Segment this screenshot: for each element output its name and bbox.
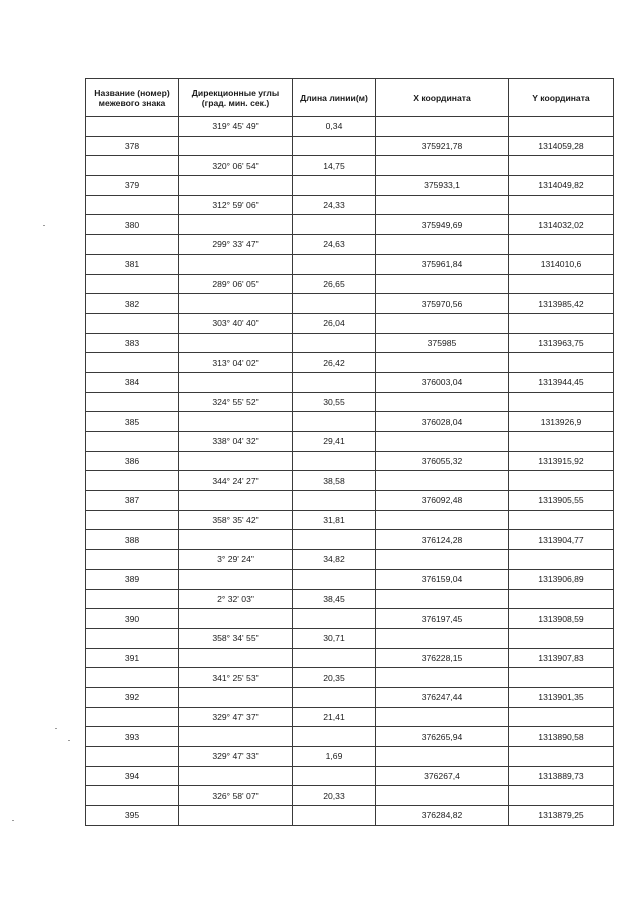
point-length-cell	[293, 687, 376, 707]
point-angle-cell	[179, 530, 293, 550]
point-angle-cell	[179, 648, 293, 668]
x-coordinate-cell: 376284,82	[376, 806, 509, 826]
segment-name-cell	[86, 668, 179, 688]
line-length-cell: 34,82	[293, 550, 376, 570]
segment-y-cell	[509, 589, 614, 609]
mark-name-cell: 390	[86, 609, 179, 629]
segment-name-cell	[86, 550, 179, 570]
y-coordinate-cell: 1313901,35	[509, 687, 614, 707]
direction-angle-cell: 3° 29' 24"	[179, 550, 293, 570]
point-row	[86, 727, 614, 747]
segment-row	[86, 235, 614, 255]
y-coordinate-cell: 1313905,55	[509, 491, 614, 511]
mark-name-cell: 384	[86, 372, 179, 392]
segment-y-cell	[509, 786, 614, 806]
segment-name-cell	[86, 628, 179, 648]
point-angle-cell	[179, 412, 293, 432]
point-angle-cell	[179, 687, 293, 707]
point-row	[86, 609, 614, 629]
x-coordinate-cell: 376055,32	[376, 451, 509, 471]
segment-x-cell	[376, 628, 509, 648]
segment-row	[86, 510, 614, 530]
point-length-cell	[293, 727, 376, 747]
point-angle-cell	[179, 215, 293, 235]
segment-x-cell	[376, 195, 509, 215]
point-row	[86, 176, 614, 196]
segment-x-cell	[376, 707, 509, 727]
line-length-cell: 38,45	[293, 589, 376, 609]
segment-y-cell	[509, 707, 614, 727]
x-coordinate-cell: 376003,04	[376, 372, 509, 392]
segment-y-cell	[509, 392, 614, 412]
x-coordinate-cell: 376124,28	[376, 530, 509, 550]
direction-angle-cell: 320° 06' 54"	[179, 156, 293, 176]
line-length-cell: 20,35	[293, 668, 376, 688]
x-coordinate-cell: 376265,94	[376, 727, 509, 747]
y-coordinate-cell: 1314059,28	[509, 136, 614, 156]
y-coordinate-cell: 1313915,92	[509, 451, 614, 471]
point-length-cell	[293, 215, 376, 235]
line-length-cell: 30,71	[293, 628, 376, 648]
point-length-cell	[293, 648, 376, 668]
segment-row	[86, 471, 614, 491]
point-length-cell	[293, 412, 376, 432]
x-coordinate-cell: 376228,15	[376, 648, 509, 668]
point-row	[86, 294, 614, 314]
point-angle-cell	[179, 727, 293, 747]
point-length-cell	[293, 766, 376, 786]
segment-row	[86, 117, 614, 137]
direction-angle-cell: 341° 25' 53"	[179, 668, 293, 688]
y-coordinate-cell: 1313890,58	[509, 727, 614, 747]
segment-x-cell	[376, 510, 509, 530]
direction-angle-cell: 299° 33' 47"	[179, 235, 293, 255]
segment-row	[86, 313, 614, 333]
segment-x-cell	[376, 117, 509, 137]
scan-speck	[12, 820, 14, 821]
mark-name-cell: 392	[86, 687, 179, 707]
segment-name-cell	[86, 353, 179, 373]
y-coordinate-cell: 1314049,82	[509, 176, 614, 196]
scan-speck	[43, 225, 45, 226]
segment-x-cell	[376, 589, 509, 609]
line-length-cell: 0,34	[293, 117, 376, 137]
segment-x-cell	[376, 353, 509, 373]
x-coordinate-cell: 376092,48	[376, 491, 509, 511]
y-coordinate-cell: 1313908,59	[509, 609, 614, 629]
point-angle-cell	[179, 569, 293, 589]
segment-y-cell	[509, 274, 614, 294]
x-coordinate-cell: 376159,04	[376, 569, 509, 589]
segment-row	[86, 353, 614, 373]
point-row	[86, 451, 614, 471]
mark-name-cell: 385	[86, 412, 179, 432]
direction-angle-cell: 326° 58' 07"	[179, 786, 293, 806]
y-coordinate-cell: 1313889,73	[509, 766, 614, 786]
line-length-cell: 20,33	[293, 786, 376, 806]
y-coordinate-cell: 1313907,83	[509, 648, 614, 668]
direction-angle-cell: 289° 06' 05"	[179, 274, 293, 294]
segment-row	[86, 195, 614, 215]
point-angle-cell	[179, 372, 293, 392]
segment-x-cell	[376, 313, 509, 333]
point-angle-cell	[179, 136, 293, 156]
segment-y-cell	[509, 668, 614, 688]
segment-y-cell	[509, 117, 614, 137]
segment-y-cell	[509, 550, 614, 570]
x-coordinate-cell: 376267,4	[376, 766, 509, 786]
y-coordinate-cell: 1313904,77	[509, 530, 614, 550]
header-length: Длина линии(м)	[293, 79, 376, 117]
mark-name-cell: 379	[86, 176, 179, 196]
segment-name-cell	[86, 786, 179, 806]
point-length-cell	[293, 806, 376, 826]
header-angle: Дирекционные углы (град. мин. сек.)	[179, 79, 293, 117]
segment-x-cell	[376, 235, 509, 255]
line-length-cell: 21,41	[293, 707, 376, 727]
line-length-cell: 24,33	[293, 195, 376, 215]
y-coordinate-cell: 1313963,75	[509, 333, 614, 353]
segment-row	[86, 432, 614, 452]
point-length-cell	[293, 491, 376, 511]
segment-x-cell	[376, 668, 509, 688]
segment-y-cell	[509, 747, 614, 767]
y-coordinate-cell: 1313879,25	[509, 806, 614, 826]
line-length-cell: 29,41	[293, 432, 376, 452]
point-length-cell	[293, 176, 376, 196]
segment-row	[86, 550, 614, 570]
segment-row	[86, 668, 614, 688]
segment-y-cell	[509, 471, 614, 491]
line-length-cell: 1,69	[293, 747, 376, 767]
direction-angle-cell: 313° 04' 02"	[179, 353, 293, 373]
mark-name-cell: 382	[86, 294, 179, 314]
segment-name-cell	[86, 235, 179, 255]
header-y: Y координата	[509, 79, 614, 117]
direction-angle-cell: 344° 24' 27"	[179, 471, 293, 491]
point-length-cell	[293, 609, 376, 629]
point-angle-cell	[179, 766, 293, 786]
point-row	[86, 687, 614, 707]
direction-angle-cell: 358° 35' 42"	[179, 510, 293, 530]
scan-speck	[68, 740, 70, 741]
segment-x-cell	[376, 432, 509, 452]
segment-row	[86, 786, 614, 806]
segment-y-cell	[509, 510, 614, 530]
mark-name-cell: 378	[86, 136, 179, 156]
segment-name-cell	[86, 313, 179, 333]
point-length-cell	[293, 333, 376, 353]
mark-name-cell: 388	[86, 530, 179, 550]
line-length-cell: 26,42	[293, 353, 376, 373]
direction-angle-cell: 319° 45' 49"	[179, 117, 293, 137]
segment-x-cell	[376, 786, 509, 806]
mark-name-cell: 394	[86, 766, 179, 786]
segment-x-cell	[376, 392, 509, 412]
segment-name-cell	[86, 432, 179, 452]
segment-name-cell	[86, 392, 179, 412]
segment-row	[86, 707, 614, 727]
mark-name-cell: 389	[86, 569, 179, 589]
segment-row	[86, 628, 614, 648]
point-angle-cell	[179, 451, 293, 471]
point-angle-cell	[179, 491, 293, 511]
segment-row	[86, 589, 614, 609]
direction-angle-cell: 338° 04' 32"	[179, 432, 293, 452]
point-angle-cell	[179, 333, 293, 353]
point-length-cell	[293, 254, 376, 274]
x-coordinate-cell: 375985	[376, 333, 509, 353]
mark-name-cell: 380	[86, 215, 179, 235]
segment-name-cell	[86, 707, 179, 727]
x-coordinate-cell: 376028,04	[376, 412, 509, 432]
segment-name-cell	[86, 117, 179, 137]
x-coordinate-cell: 375949,69	[376, 215, 509, 235]
segment-name-cell	[86, 274, 179, 294]
segment-name-cell	[86, 510, 179, 530]
direction-angle-cell: 329° 47' 37"	[179, 707, 293, 727]
segment-x-cell	[376, 471, 509, 491]
segment-y-cell	[509, 313, 614, 333]
segment-x-cell	[376, 747, 509, 767]
segment-y-cell	[509, 432, 614, 452]
x-coordinate-cell: 376197,45	[376, 609, 509, 629]
y-coordinate-cell: 1314010,6	[509, 254, 614, 274]
point-row	[86, 766, 614, 786]
point-row	[86, 806, 614, 826]
point-row	[86, 136, 614, 156]
segment-name-cell	[86, 195, 179, 215]
direction-angle-cell: 329° 47' 33"	[179, 747, 293, 767]
point-row	[86, 215, 614, 235]
line-length-cell: 30,55	[293, 392, 376, 412]
point-row	[86, 491, 614, 511]
y-coordinate-cell: 1313906,89	[509, 569, 614, 589]
point-length-cell	[293, 294, 376, 314]
segment-y-cell	[509, 195, 614, 215]
y-coordinate-cell: 1313944,45	[509, 372, 614, 392]
direction-angle-cell: 324° 55' 52"	[179, 392, 293, 412]
mark-name-cell: 393	[86, 727, 179, 747]
mark-name-cell: 391	[86, 648, 179, 668]
line-length-cell: 26,65	[293, 274, 376, 294]
x-coordinate-cell: 375933,1	[376, 176, 509, 196]
segment-y-cell	[509, 628, 614, 648]
point-row	[86, 648, 614, 668]
segment-name-cell	[86, 471, 179, 491]
segment-x-cell	[376, 550, 509, 570]
point-row	[86, 372, 614, 392]
y-coordinate-cell: 1314032,02	[509, 215, 614, 235]
point-length-cell	[293, 372, 376, 392]
point-angle-cell	[179, 609, 293, 629]
point-length-cell	[293, 569, 376, 589]
point-angle-cell	[179, 294, 293, 314]
segment-row	[86, 747, 614, 767]
x-coordinate-cell: 375921,78	[376, 136, 509, 156]
point-row	[86, 412, 614, 432]
point-angle-cell	[179, 176, 293, 196]
point-angle-cell	[179, 254, 293, 274]
direction-angle-cell: 358° 34' 55"	[179, 628, 293, 648]
segment-y-cell	[509, 235, 614, 255]
segment-name-cell	[86, 156, 179, 176]
point-angle-cell	[179, 806, 293, 826]
segment-x-cell	[376, 274, 509, 294]
point-row	[86, 530, 614, 550]
mark-name-cell: 386	[86, 451, 179, 471]
direction-angle-cell: 2° 32' 03"	[179, 589, 293, 609]
segment-name-cell	[86, 589, 179, 609]
x-coordinate-cell: 375961,84	[376, 254, 509, 274]
line-length-cell: 38,58	[293, 471, 376, 491]
y-coordinate-cell: 1313985,42	[509, 294, 614, 314]
mark-name-cell: 383	[86, 333, 179, 353]
point-length-cell	[293, 451, 376, 471]
segment-row	[86, 274, 614, 294]
point-length-cell	[293, 136, 376, 156]
table-body	[86, 117, 614, 826]
segment-x-cell	[376, 156, 509, 176]
point-row	[86, 569, 614, 589]
direction-angle-cell: 312° 59' 06"	[179, 195, 293, 215]
x-coordinate-cell: 376247,44	[376, 687, 509, 707]
segment-name-cell	[86, 747, 179, 767]
mark-name-cell: 395	[86, 806, 179, 826]
segment-row	[86, 156, 614, 176]
line-length-cell: 26,04	[293, 313, 376, 333]
x-coordinate-cell: 375970,56	[376, 294, 509, 314]
point-length-cell	[293, 530, 376, 550]
header-name: Название (номер) межевого знака	[86, 79, 179, 117]
mark-name-cell: 381	[86, 254, 179, 274]
line-length-cell: 24,63	[293, 235, 376, 255]
scan-speck	[55, 728, 57, 729]
header-x: X координата	[376, 79, 509, 117]
line-length-cell: 14,75	[293, 156, 376, 176]
point-row	[86, 254, 614, 274]
coordinates-table	[85, 78, 614, 826]
point-row	[86, 333, 614, 353]
segment-row	[86, 392, 614, 412]
segment-y-cell	[509, 156, 614, 176]
y-coordinate-cell: 1313926,9	[509, 412, 614, 432]
mark-name-cell: 387	[86, 491, 179, 511]
line-length-cell: 31,81	[293, 510, 376, 530]
segment-y-cell	[509, 353, 614, 373]
direction-angle-cell: 303° 40' 40"	[179, 313, 293, 333]
header-row	[86, 79, 614, 117]
